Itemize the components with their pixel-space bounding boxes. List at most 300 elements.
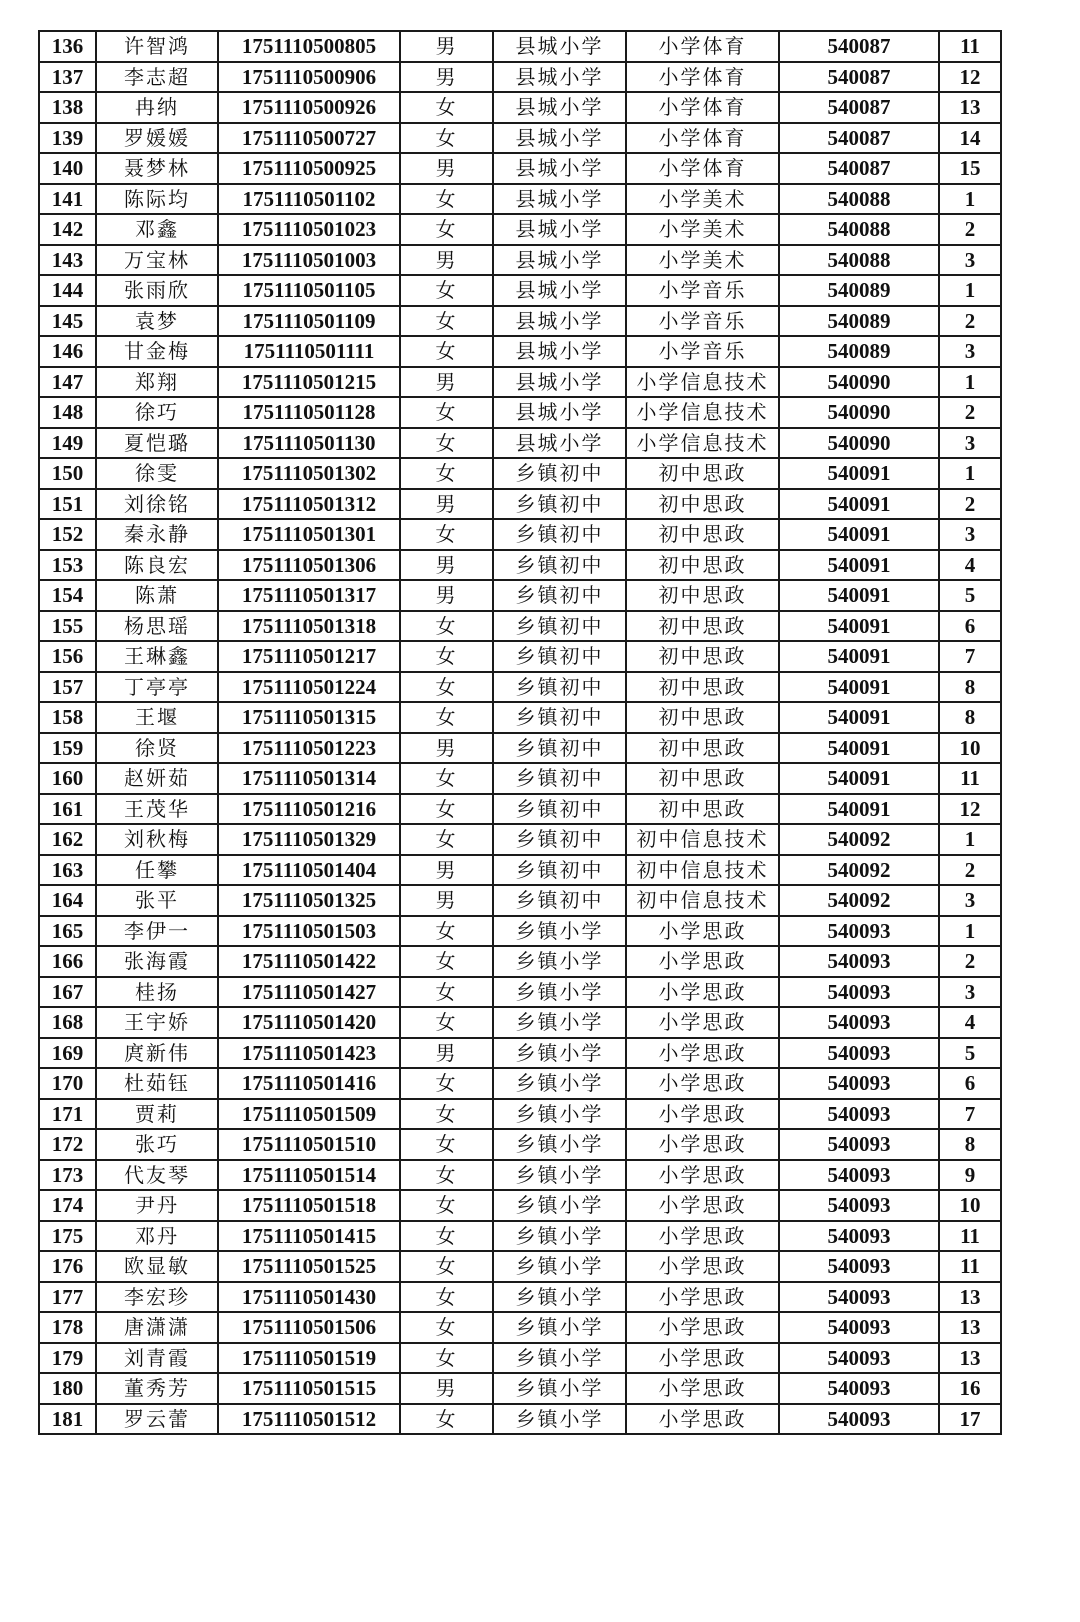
exam-id-cell: 1751110501423	[218, 1038, 400, 1069]
gender-cell: 女	[400, 336, 493, 367]
gender-cell: 男	[400, 580, 493, 611]
seq-cell: 171	[39, 1099, 96, 1130]
rank-cell: 2	[939, 214, 1001, 245]
subject-cell: 初中思政	[626, 763, 779, 794]
exam-id-cell: 1751110501128	[218, 397, 400, 428]
name-cell: 欧显敏	[96, 1251, 218, 1282]
seq-cell: 151	[39, 489, 96, 520]
gender-cell: 女	[400, 611, 493, 642]
table-row	[39, 672, 1001, 703]
name-cell: 李志超	[96, 62, 218, 93]
school-type-cell: 乡镇初中	[493, 794, 626, 825]
subject-cell: 初中思政	[626, 489, 779, 520]
seq-cell: 176	[39, 1251, 96, 1282]
gender-cell: 男	[400, 1373, 493, 1404]
exam-id-cell: 1751110501023	[218, 214, 400, 245]
name-cell: 任攀	[96, 855, 218, 886]
seq-cell: 139	[39, 123, 96, 154]
seq-cell: 178	[39, 1312, 96, 1343]
subject-cell: 小学思政	[626, 1068, 779, 1099]
rank-cell: 12	[939, 62, 1001, 93]
table-row	[39, 1251, 1001, 1282]
seq-cell: 149	[39, 428, 96, 459]
school-type-cell: 乡镇初中	[493, 733, 626, 764]
exam-id-cell: 1751110501314	[218, 763, 400, 794]
subject-cell: 小学体育	[626, 31, 779, 62]
gender-cell: 男	[400, 550, 493, 581]
name-cell: 聂梦林	[96, 153, 218, 184]
subject-cell: 初中思政	[626, 702, 779, 733]
gender-cell: 女	[400, 1160, 493, 1191]
gender-cell: 男	[400, 733, 493, 764]
subject-cell: 小学音乐	[626, 306, 779, 337]
school-type-cell: 县城小学	[493, 123, 626, 154]
subject-cell: 初中思政	[626, 672, 779, 703]
subject-cell: 小学信息技术	[626, 367, 779, 398]
seq-cell: 165	[39, 916, 96, 947]
name-cell: 甘金梅	[96, 336, 218, 367]
table-row	[39, 946, 1001, 977]
table-row	[39, 1068, 1001, 1099]
rank-cell: 7	[939, 1099, 1001, 1130]
subject-cell: 小学思政	[626, 1373, 779, 1404]
exam-id-cell: 1751110500906	[218, 62, 400, 93]
gender-cell: 女	[400, 977, 493, 1008]
rank-cell: 5	[939, 580, 1001, 611]
seq-cell: 175	[39, 1221, 96, 1252]
seq-cell: 162	[39, 824, 96, 855]
exam-id-cell: 1751110501519	[218, 1343, 400, 1374]
table-row	[39, 580, 1001, 611]
school-type-cell: 乡镇初中	[493, 550, 626, 581]
position-code-cell: 540089	[779, 306, 939, 337]
gender-cell: 女	[400, 214, 493, 245]
position-code-cell: 540090	[779, 367, 939, 398]
rank-cell: 3	[939, 885, 1001, 916]
subject-cell: 初中思政	[626, 519, 779, 550]
name-cell: 徐雯	[96, 458, 218, 489]
school-type-cell: 乡镇初中	[493, 580, 626, 611]
seq-cell: 172	[39, 1129, 96, 1160]
exam-id-cell: 1751110501223	[218, 733, 400, 764]
position-code-cell: 540088	[779, 214, 939, 245]
exam-id-cell: 1751110501518	[218, 1190, 400, 1221]
exam-id-cell: 1751110500926	[218, 92, 400, 123]
rank-cell: 3	[939, 977, 1001, 1008]
exam-id-cell: 1751110501422	[218, 946, 400, 977]
seq-cell: 166	[39, 946, 96, 977]
gender-cell: 女	[400, 1404, 493, 1435]
position-code-cell: 540091	[779, 611, 939, 642]
seq-cell: 163	[39, 855, 96, 886]
subject-cell: 初中思政	[626, 458, 779, 489]
school-type-cell: 乡镇初中	[493, 458, 626, 489]
seq-cell: 180	[39, 1373, 96, 1404]
name-cell: 王堰	[96, 702, 218, 733]
school-type-cell: 乡镇小学	[493, 1038, 626, 1069]
gender-cell: 男	[400, 489, 493, 520]
gender-cell: 男	[400, 367, 493, 398]
gender-cell: 女	[400, 1129, 493, 1160]
position-code-cell: 540091	[779, 458, 939, 489]
seq-cell: 155	[39, 611, 96, 642]
table-row	[39, 458, 1001, 489]
exam-id-cell: 1751110500805	[218, 31, 400, 62]
name-cell: 许智鸿	[96, 31, 218, 62]
position-code-cell: 540090	[779, 397, 939, 428]
school-type-cell: 乡镇小学	[493, 1221, 626, 1252]
name-cell: 徐贤	[96, 733, 218, 764]
school-type-cell: 县城小学	[493, 62, 626, 93]
seq-cell: 179	[39, 1343, 96, 1374]
exam-id-cell: 1751110501217	[218, 641, 400, 672]
school-type-cell: 乡镇小学	[493, 977, 626, 1008]
table-row	[39, 611, 1001, 642]
gender-cell: 女	[400, 1068, 493, 1099]
subject-cell: 小学思政	[626, 1282, 779, 1313]
seq-cell: 160	[39, 763, 96, 794]
exam-id-cell: 1751110501506	[218, 1312, 400, 1343]
seq-cell: 157	[39, 672, 96, 703]
school-type-cell: 县城小学	[493, 245, 626, 276]
subject-cell: 小学体育	[626, 62, 779, 93]
gender-cell: 男	[400, 31, 493, 62]
subject-cell: 小学思政	[626, 1221, 779, 1252]
exam-id-cell: 1751110501430	[218, 1282, 400, 1313]
seq-cell: 181	[39, 1404, 96, 1435]
table-row	[39, 824, 1001, 855]
rank-cell: 13	[939, 92, 1001, 123]
seq-cell: 170	[39, 1068, 96, 1099]
gender-cell: 女	[400, 184, 493, 215]
name-cell: 刘青霞	[96, 1343, 218, 1374]
rank-cell: 1	[939, 184, 1001, 215]
gender-cell: 女	[400, 275, 493, 306]
school-type-cell: 县城小学	[493, 275, 626, 306]
name-cell: 王琳鑫	[96, 641, 218, 672]
gender-cell: 女	[400, 946, 493, 977]
exam-id-cell: 1751110501003	[218, 245, 400, 276]
position-code-cell: 540093	[779, 1312, 939, 1343]
position-code-cell: 540087	[779, 62, 939, 93]
rank-cell: 10	[939, 733, 1001, 764]
name-cell: 邓鑫	[96, 214, 218, 245]
table-row	[39, 245, 1001, 276]
rank-cell: 9	[939, 1160, 1001, 1191]
school-type-cell: 乡镇初中	[493, 641, 626, 672]
subject-cell: 小学思政	[626, 1099, 779, 1130]
name-cell: 夏恺璐	[96, 428, 218, 459]
gender-cell: 女	[400, 1221, 493, 1252]
name-cell: 王宇娇	[96, 1007, 218, 1038]
seq-cell: 173	[39, 1160, 96, 1191]
table-row	[39, 519, 1001, 550]
subject-cell: 初中思政	[626, 580, 779, 611]
subject-cell: 初中思政	[626, 733, 779, 764]
school-type-cell: 乡镇初中	[493, 702, 626, 733]
subject-cell: 小学信息技术	[626, 428, 779, 459]
subject-cell: 小学美术	[626, 184, 779, 215]
position-code-cell: 540093	[779, 1038, 939, 1069]
position-code-cell: 540091	[779, 641, 939, 672]
position-code-cell: 540091	[779, 489, 939, 520]
name-cell: 邓丹	[96, 1221, 218, 1252]
exam-id-cell: 1751110501427	[218, 977, 400, 1008]
position-code-cell: 540090	[779, 428, 939, 459]
name-cell: 袁梦	[96, 306, 218, 337]
seq-cell: 168	[39, 1007, 96, 1038]
table-row	[39, 367, 1001, 398]
table-row	[39, 550, 1001, 581]
seq-cell: 158	[39, 702, 96, 733]
seq-cell: 169	[39, 1038, 96, 1069]
exam-id-cell: 1751110501503	[218, 916, 400, 947]
subject-cell: 初中信息技术	[626, 824, 779, 855]
rank-cell: 16	[939, 1373, 1001, 1404]
school-type-cell: 乡镇小学	[493, 1068, 626, 1099]
gender-cell: 女	[400, 519, 493, 550]
subject-cell: 小学信息技术	[626, 397, 779, 428]
school-type-cell: 乡镇小学	[493, 1282, 626, 1313]
gender-cell: 女	[400, 458, 493, 489]
seq-cell: 159	[39, 733, 96, 764]
position-code-cell: 540093	[779, 1099, 939, 1130]
rank-cell: 11	[939, 1221, 1001, 1252]
name-cell: 徐巧	[96, 397, 218, 428]
position-code-cell: 540087	[779, 92, 939, 123]
table-row	[39, 641, 1001, 672]
rank-cell: 10	[939, 1190, 1001, 1221]
subject-cell: 小学体育	[626, 153, 779, 184]
position-code-cell: 540093	[779, 1404, 939, 1435]
rank-cell: 4	[939, 1007, 1001, 1038]
seq-cell: 174	[39, 1190, 96, 1221]
name-cell: 张海霞	[96, 946, 218, 977]
name-cell: 赵妍茹	[96, 763, 218, 794]
exam-id-cell: 1751110501325	[218, 885, 400, 916]
rank-cell: 3	[939, 519, 1001, 550]
name-cell: 冉纳	[96, 92, 218, 123]
name-cell: 代友琴	[96, 1160, 218, 1191]
school-type-cell: 乡镇初中	[493, 672, 626, 703]
exam-id-cell: 1751110501510	[218, 1129, 400, 1160]
exam-id-cell: 1751110501420	[218, 1007, 400, 1038]
rank-cell: 1	[939, 367, 1001, 398]
school-type-cell: 乡镇小学	[493, 1251, 626, 1282]
name-cell: 刘秋梅	[96, 824, 218, 855]
seq-cell: 146	[39, 336, 96, 367]
results-table-sheet	[38, 30, 1000, 1435]
subject-cell: 小学思政	[626, 1129, 779, 1160]
subject-cell: 初中思政	[626, 641, 779, 672]
gender-cell: 女	[400, 1343, 493, 1374]
exam-id-cell: 1751110501515	[218, 1373, 400, 1404]
subject-cell: 初中思政	[626, 794, 779, 825]
rank-cell: 5	[939, 1038, 1001, 1069]
table-row	[39, 763, 1001, 794]
subject-cell: 小学思政	[626, 1251, 779, 1282]
school-type-cell: 县城小学	[493, 306, 626, 337]
rank-cell: 14	[939, 123, 1001, 154]
gender-cell: 女	[400, 1282, 493, 1313]
name-cell: 杜茹钰	[96, 1068, 218, 1099]
subject-cell: 初中信息技术	[626, 885, 779, 916]
exam-id-cell: 1751110501105	[218, 275, 400, 306]
table-row	[39, 1007, 1001, 1038]
position-code-cell: 540091	[779, 519, 939, 550]
position-code-cell: 540093	[779, 977, 939, 1008]
name-cell: 罗媛媛	[96, 123, 218, 154]
position-code-cell: 540091	[779, 580, 939, 611]
exam-id-cell: 1751110501215	[218, 367, 400, 398]
seq-cell: 147	[39, 367, 96, 398]
exam-id-cell: 1751110501301	[218, 519, 400, 550]
gender-cell: 女	[400, 1007, 493, 1038]
exam-id-cell: 1751110500727	[218, 123, 400, 154]
name-cell: 罗云蕾	[96, 1404, 218, 1435]
rank-cell: 1	[939, 458, 1001, 489]
table-row	[39, 1282, 1001, 1313]
table-row	[39, 489, 1001, 520]
name-cell: 秦永静	[96, 519, 218, 550]
rank-cell: 17	[939, 1404, 1001, 1435]
position-code-cell: 540091	[779, 733, 939, 764]
seq-cell: 145	[39, 306, 96, 337]
rank-cell: 2	[939, 489, 1001, 520]
seq-cell: 150	[39, 458, 96, 489]
rank-cell: 13	[939, 1312, 1001, 1343]
seq-cell: 164	[39, 885, 96, 916]
gender-cell: 女	[400, 397, 493, 428]
school-type-cell: 县城小学	[493, 336, 626, 367]
table-row	[39, 1404, 1001, 1435]
exam-id-cell: 1751110501216	[218, 794, 400, 825]
seq-cell: 143	[39, 245, 96, 276]
subject-cell: 小学体育	[626, 123, 779, 154]
table-row	[39, 336, 1001, 367]
position-code-cell: 540093	[779, 1007, 939, 1038]
subject-cell: 小学音乐	[626, 336, 779, 367]
school-type-cell: 乡镇小学	[493, 1343, 626, 1374]
table-row	[39, 1190, 1001, 1221]
school-type-cell: 乡镇小学	[493, 1129, 626, 1160]
name-cell: 陈际均	[96, 184, 218, 215]
table-row	[39, 62, 1001, 93]
subject-cell: 初中思政	[626, 550, 779, 581]
position-code-cell: 540088	[779, 245, 939, 276]
school-type-cell: 乡镇小学	[493, 1404, 626, 1435]
school-type-cell: 乡镇初中	[493, 763, 626, 794]
rank-cell: 3	[939, 336, 1001, 367]
subject-cell: 小学思政	[626, 946, 779, 977]
subject-cell: 小学美术	[626, 245, 779, 276]
gender-cell: 男	[400, 885, 493, 916]
subject-cell: 小学美术	[626, 214, 779, 245]
table-row	[39, 1221, 1001, 1252]
subject-cell: 初中信息技术	[626, 855, 779, 886]
table-row	[39, 855, 1001, 886]
name-cell: 张平	[96, 885, 218, 916]
table-row	[39, 916, 1001, 947]
subject-cell: 小学思政	[626, 916, 779, 947]
school-type-cell: 乡镇初中	[493, 885, 626, 916]
position-code-cell: 540093	[779, 1068, 939, 1099]
seq-cell: 153	[39, 550, 96, 581]
exam-id-cell: 1751110501315	[218, 702, 400, 733]
school-type-cell: 县城小学	[493, 153, 626, 184]
gender-cell: 女	[400, 672, 493, 703]
school-type-cell: 县城小学	[493, 397, 626, 428]
position-code-cell: 540091	[779, 794, 939, 825]
exam-id-cell: 1751110501130	[218, 428, 400, 459]
school-type-cell: 县城小学	[493, 92, 626, 123]
rank-cell: 2	[939, 855, 1001, 886]
table-row	[39, 153, 1001, 184]
table-row	[39, 123, 1001, 154]
name-cell: 董秀芳	[96, 1373, 218, 1404]
table-row	[39, 1312, 1001, 1343]
school-type-cell: 乡镇小学	[493, 1099, 626, 1130]
rank-cell: 8	[939, 672, 1001, 703]
gender-cell: 女	[400, 824, 493, 855]
exam-id-cell: 1751110501102	[218, 184, 400, 215]
school-type-cell: 县城小学	[493, 31, 626, 62]
exam-id-cell: 1751110501109	[218, 306, 400, 337]
position-code-cell: 540093	[779, 916, 939, 947]
gender-cell: 女	[400, 1190, 493, 1221]
position-code-cell: 540093	[779, 1190, 939, 1221]
exam-id-cell: 1751110501415	[218, 1221, 400, 1252]
table-row	[39, 428, 1001, 459]
school-type-cell: 县城小学	[493, 184, 626, 215]
gender-cell: 女	[400, 641, 493, 672]
table-row	[39, 733, 1001, 764]
position-code-cell: 540093	[779, 1282, 939, 1313]
position-code-cell: 540093	[779, 1160, 939, 1191]
school-type-cell: 乡镇小学	[493, 1160, 626, 1191]
position-code-cell: 540089	[779, 275, 939, 306]
gender-cell: 男	[400, 855, 493, 886]
position-code-cell: 540093	[779, 1129, 939, 1160]
rank-cell: 6	[939, 611, 1001, 642]
name-cell: 李宏珍	[96, 1282, 218, 1313]
seq-cell: 154	[39, 580, 96, 611]
exam-id-cell: 1751110501317	[218, 580, 400, 611]
name-cell: 王茂华	[96, 794, 218, 825]
name-cell: 万宝林	[96, 245, 218, 276]
position-code-cell: 540091	[779, 550, 939, 581]
seq-cell: 141	[39, 184, 96, 215]
table-row	[39, 275, 1001, 306]
rank-cell: 1	[939, 916, 1001, 947]
rank-cell: 7	[939, 641, 1001, 672]
school-type-cell: 乡镇小学	[493, 916, 626, 947]
name-cell: 郑翔	[96, 367, 218, 398]
seq-cell: 136	[39, 31, 96, 62]
gender-cell: 女	[400, 702, 493, 733]
position-code-cell: 540088	[779, 184, 939, 215]
subject-cell: 小学思政	[626, 1190, 779, 1221]
gender-cell: 女	[400, 1251, 493, 1282]
subject-cell: 小学思政	[626, 1007, 779, 1038]
name-cell: 庹新伟	[96, 1038, 218, 1069]
school-type-cell: 乡镇初中	[493, 519, 626, 550]
position-code-cell: 540093	[779, 1221, 939, 1252]
name-cell: 贾莉	[96, 1099, 218, 1130]
exam-id-cell: 1751110501514	[218, 1160, 400, 1191]
table-row	[39, 1099, 1001, 1130]
exam-id-cell: 1751110501525	[218, 1251, 400, 1282]
